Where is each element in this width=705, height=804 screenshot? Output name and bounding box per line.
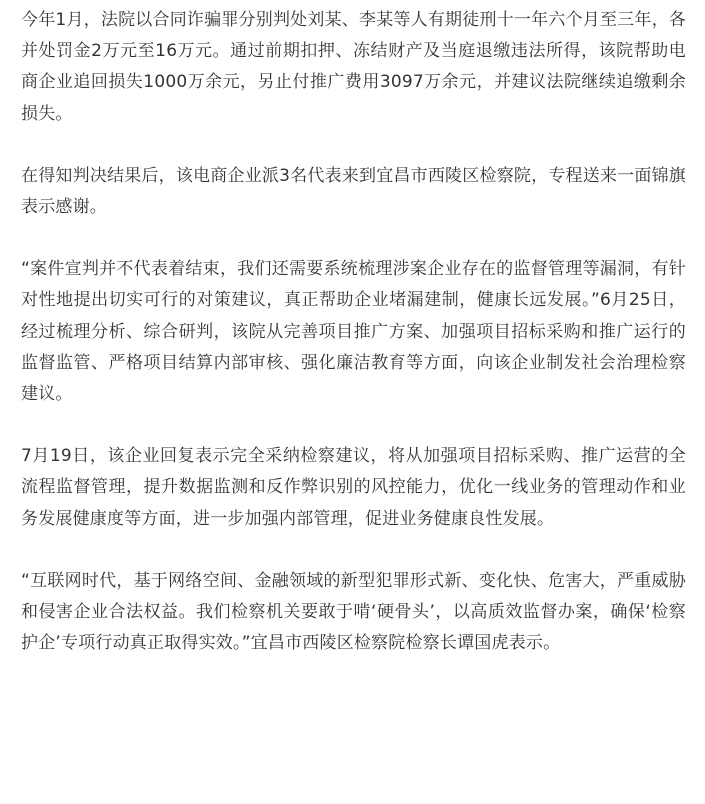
paragraph-enterprise-reply: 7月19日，该企业回复表示完全采纳检察建议，将从加强项目招标采购、推广运营的全流程监督管理，提升数据监测和反作弊识别的风控能力，优化一线业务的管理动作和业务发展健康度等方面，进一步加强内部管理，促进业务健康良性发展。 xyxy=(21,446,686,529)
article-body xyxy=(21,5,686,659)
paragraph-banner-thanks: 在得知判决结果后，该电商企业派3名代表来到宜昌市西陵区检察院，专程送来一面锦旗表示感谢。 xyxy=(21,165,686,218)
paragraph-prosecutor-quote: “互联网时代，基于网络空间、金融领域的新型犯罪形式新、变化快、危害大，严重威胁和侵害企业合法权益。我们检察机关要敢于啃‘硬骨头’，以高质效监督办案，确保‘检察护企’专项行动真正取得实效。”宜昌市西陵区检察院检察长谭国虎表示。 xyxy=(21,570,686,654)
paragraph-verdict: 今年1月，法院以合同诈骗罪分别判处刘某、李某等人有期徒刑十一年六个月至三年，各并处罚金2万元至16万元。通过前期扣押、冻结财产及当庭退缴违法所得，该院帮助电商企业追回损失1000万余元，另止付推广费用3097万余元，并建议法院继续追缴剩余损失。 xyxy=(21,10,686,124)
paragraph-procuratorial-suggestion: “案件宣判并不代表着结束，我们还需要系统梳理涉案企业存在的监督管理等漏洞，有针对性地提出切实可行的对策建议，真正帮助企业堵漏建制，健康长远发展。”6月25日，经过梳理分析、综合研判，该院从完善项目推广方案、加强项目招标采购和推广运行的监督监管、严格项目结算内部审核、强化廉洁教育等方面，向该企业制发社会治理检察建议。 xyxy=(21,259,686,405)
